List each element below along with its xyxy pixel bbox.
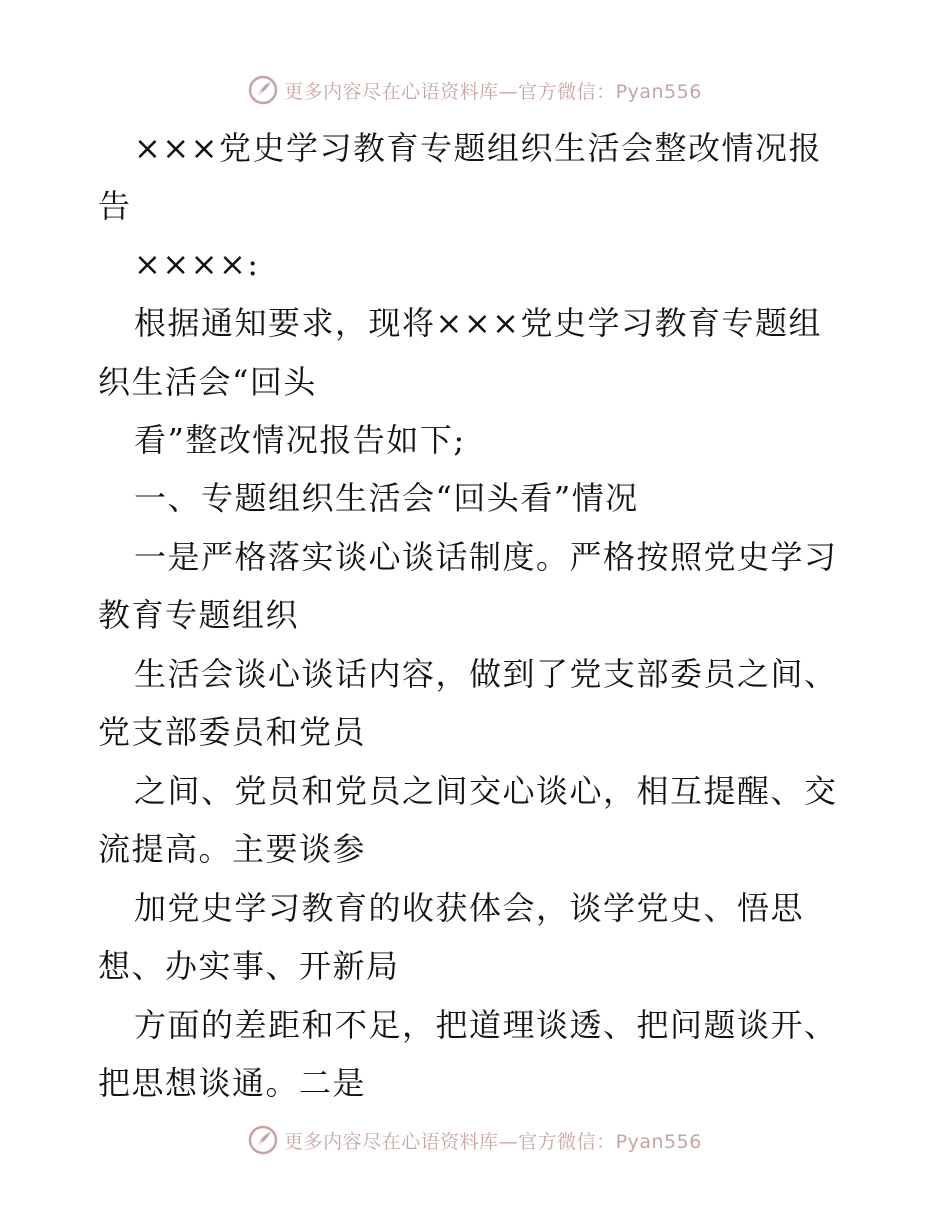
body-line: 一是严格落实谈心谈话制度。严格按照党史学习 <box>134 538 838 576</box>
feather-seal-icon <box>248 75 278 105</box>
watermark-text: 更多内容尽在心语资料库—官方微信：Pyan556 <box>284 1130 702 1153</box>
body-line: 根据通知要求，现将×××党史学习教育专题组 <box>134 304 822 342</box>
body-line: 织生活会“回头 <box>98 363 317 401</box>
body-line: 生活会谈心谈话内容，做到了党支部委员之间、 <box>134 655 838 693</box>
body-line: 流提高。主要谈参 <box>98 830 367 868</box>
watermark-text: 更多内容尽在心语资料库—官方微信：Pyan556 <box>284 80 702 103</box>
feather-seal-icon <box>248 1125 278 1155</box>
body-line: 教育专题组织 <box>98 596 300 634</box>
watermark-footer <box>0 1120 950 1160</box>
body-line: 想、办实事、开新局 <box>98 947 400 985</box>
document-title-line-1: ×××党史学习教育专题组织生活会整改情况报 <box>134 129 822 167</box>
body-line: 加党史学习教育的收获体会，谈学党史、悟思 <box>134 889 805 927</box>
body-line: 之间、党员和党员之间交心谈心，相互提醒、交 <box>134 772 838 810</box>
section-heading: 一、专题组织生活会“回头看”情况 <box>134 479 639 517</box>
body-line: 方面的差距和不足，把道理谈透、把问题谈开、 <box>134 1006 838 1044</box>
document-title-line-2: 告 <box>98 187 132 225</box>
salutation: ××××: <box>134 245 260 283</box>
body-line: 党支部委员和党员 <box>98 713 367 751</box>
body-line: 看”整改情况报告如下; <box>134 421 466 459</box>
watermark-header <box>0 70 950 110</box>
body-line: 把思想谈通。二是 <box>98 1064 367 1102</box>
